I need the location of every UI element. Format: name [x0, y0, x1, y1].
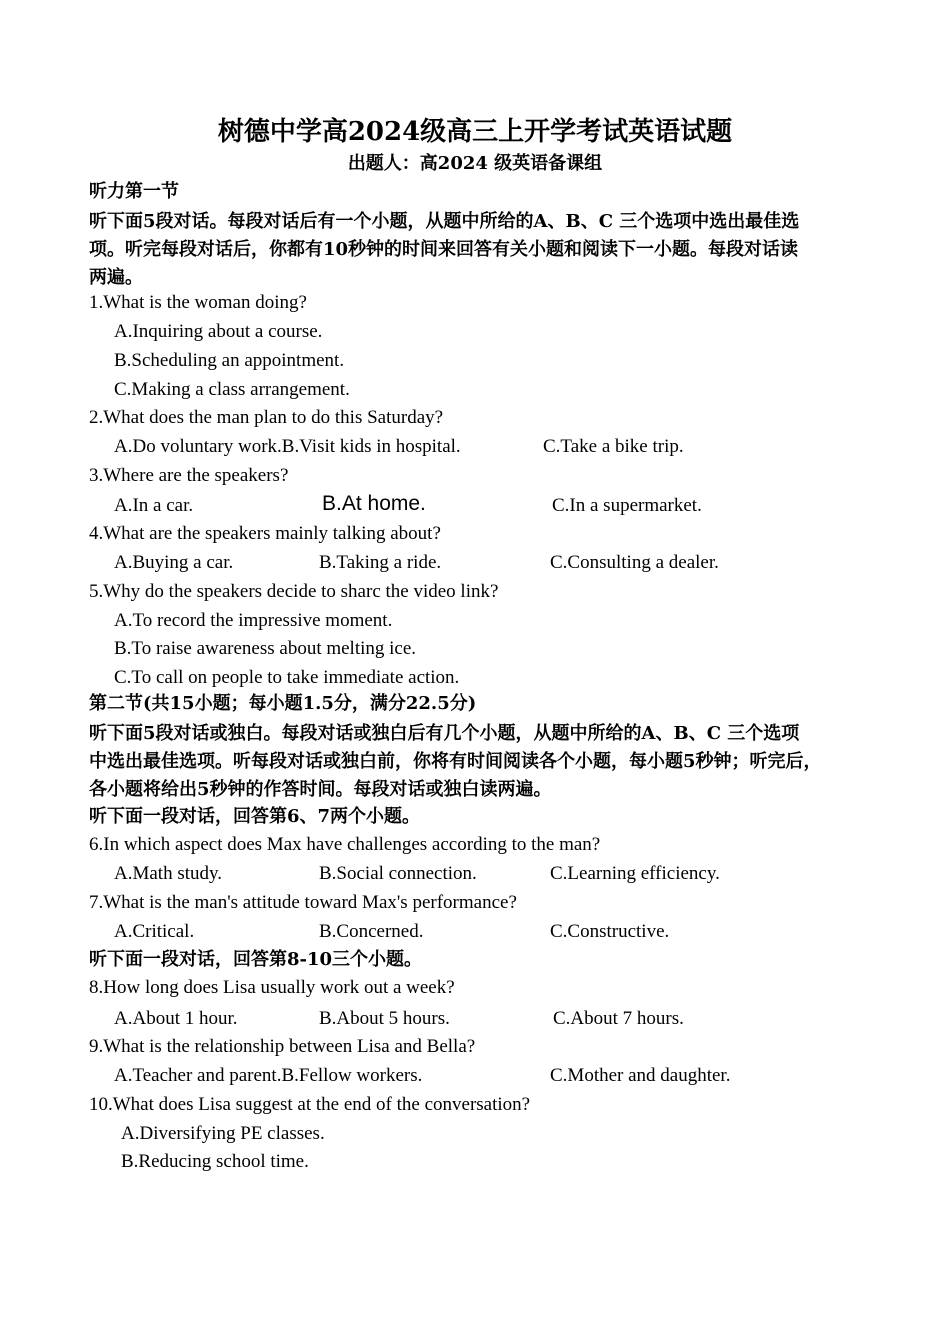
section2-instruction-line: 中选出最佳选项。听每段对话或独白前，你将有时间阅读各个小题，每小题5秒钟；听完后，	[89, 751, 822, 772]
question-1-option-b: B.Scheduling an appointment.	[114, 350, 345, 371]
section1-heading: 听力第一节	[89, 181, 179, 202]
dialog-instruction-8-10: 听下面一段对话，回答第8-10三个小题。	[89, 949, 423, 970]
question-3-option-b: B.At home.	[322, 492, 426, 515]
question-7-option-b: B.Concerned.	[319, 921, 424, 942]
section2-heading: 第二节(共15小题；每小题1.5分，满分22.5分)	[89, 693, 477, 714]
question-3-option-a: A.In a car.	[114, 495, 194, 516]
question-8-option-a: A.About 1 hour.	[114, 1008, 238, 1029]
question-5-option-c: C.To call on people to take immediate action.	[114, 667, 460, 688]
question-8-option-c: C.About 7 hours.	[553, 1008, 684, 1029]
question-2-options-ab: A.Do voluntary work.B.Visit kids in hospital.	[114, 436, 461, 457]
question-4-option-b: B.Taking a ride.	[319, 552, 442, 573]
question-5-option-b: B.To raise awareness about melting ice.	[114, 638, 417, 659]
question-6-option-a: A.Math study.	[114, 863, 223, 884]
question-9-option-c: C.Mother and daughter.	[550, 1065, 731, 1086]
dialog-instruction-6-7: 听下面一段对话，回答第6、7两个小题。	[89, 806, 421, 827]
question-7-option-a: A.Critical.	[114, 921, 195, 942]
exam-author: 出题人：高2024 级英语备课组	[347, 153, 603, 174]
question-6-option-c: C.Learning efficiency.	[550, 863, 720, 884]
question-5-option-a: A.To record the impressive moment.	[114, 610, 393, 631]
question-4-option-c: C.Consulting a dealer.	[550, 552, 719, 573]
question-7-stem: 7.What is the man's attitude toward Max's performance?	[89, 892, 517, 913]
question-10-stem: 10.What does Lisa suggest at the end of the conversation?	[89, 1094, 531, 1115]
question-1-option-a: A.Inquiring about a course.	[114, 321, 323, 342]
question-3-stem: 3.Where are the speakers?	[89, 465, 289, 486]
question-2-option-c: C.Take a bike trip.	[543, 436, 684, 457]
question-4-option-a: A.Buying a car.	[114, 552, 234, 573]
section1-instruction-line: 项。听完每段对话后，你都有10秒钟的时间来回答有关小题和阅读下一小题。每段对话读	[89, 239, 799, 260]
question-7-option-c: C.Constructive.	[550, 921, 670, 942]
section1-instruction-line: 两遍。	[89, 267, 143, 288]
section2-instruction-line: 各小题将给出5秒钟的作答时间。每段对话或独白读两遍。	[89, 779, 552, 800]
section2-instruction-line: 听下面5段对话或独白。每段对话或独白后有几个小题，从题中所给的A、B、C 三个选项	[89, 723, 800, 744]
question-4-stem: 4.What are the speakers mainly talking about?	[89, 523, 441, 544]
question-6-stem: 6.In which aspect does Max have challenges according to the man?	[89, 834, 601, 855]
question-5-stem: 5.Why do the speakers decide to sharc the video link?	[89, 581, 499, 602]
question-10-option-b: B.Reducing school time.	[121, 1151, 309, 1172]
question-9-options-ab: A.Teacher and parent.B.Fellow workers.	[114, 1065, 423, 1086]
question-9-stem: 9.What is the relationship between Lisa and Bella?	[89, 1036, 476, 1057]
question-10-option-a: A.Diversifying PE classes.	[121, 1123, 325, 1144]
question-1-stem: 1.What is the woman doing?	[89, 292, 307, 313]
question-8-stem: 8.How long does Lisa usually work out a week?	[89, 977, 455, 998]
question-1-option-c: C.Making a class arrangement.	[114, 379, 350, 400]
question-3-option-c: C.In a supermarket.	[552, 495, 702, 516]
section1-instruction-line: 听下面5段对话。每段对话后有一个小题，从题中所给的A、B、C 三个选项中选出最佳选	[89, 211, 800, 232]
question-2-stem: 2.What does the man plan to do this Saturday?	[89, 407, 444, 428]
question-6-option-b: B.Social connection.	[319, 863, 477, 884]
exam-title: 树德中学高2024级高三上开学考试英语试题	[217, 117, 733, 147]
question-8-option-b: B.About 5 hours.	[319, 1008, 450, 1029]
